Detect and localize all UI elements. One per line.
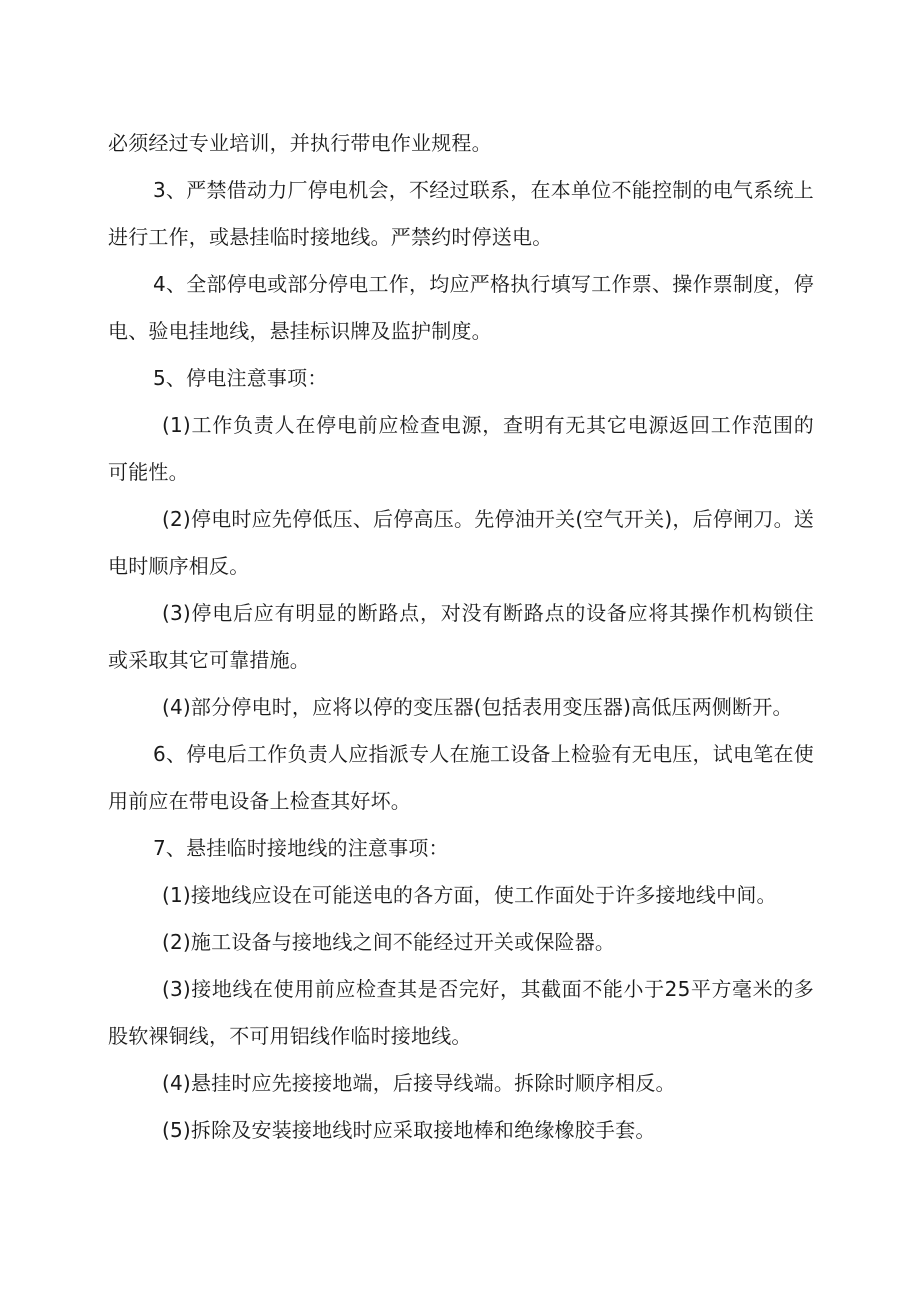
- paragraph-item-7-2: (2)施工设备与接地线之间不能经过开关或保险器。: [162, 930, 616, 954]
- paragraph-item-5-heading: 5、停电注意事项：: [153, 366, 328, 390]
- document-body: [108, 120, 814, 1154]
- paragraph-item-7-3: (3)接地线在使用前应检查其是否完好，其截面不能小于25平方毫米的多股软裸铜线，不可用铝线作临时接地线。: [108, 977, 814, 1048]
- paragraph-item-5-1: (1)工作负责人在停电前应检查电源，查明有无其它电源返回工作范围的可能性。: [108, 413, 814, 484]
- paragraph-item-6: 6、停电后工作负责人应指派专人在施工设备上检验有无电压，试电笔在使用前应在带电设备上检查其好坏。: [108, 742, 814, 813]
- paragraph-item-7-4: (4)悬挂时应先接接地端，后接导线端。拆除时顺序相反。: [162, 1071, 676, 1095]
- paragraph-item-7-5: (5)拆除及安装接地线时应采取接地棒和绝缘橡胶手套。: [162, 1118, 656, 1142]
- paragraph-item-4: 4、全部停电或部分停电工作，均应严格执行填写工作票、操作票制度，停电、验电挂地线，悬挂标识牌及监护制度。: [108, 272, 814, 343]
- paragraph-continuation: 必须经过专业培训，并执行带电作业规程。: [108, 131, 492, 155]
- paragraph-item-5-2: (2)停电时应先停低压、后停高压。先停油开关(空气开关)，后停闸刀。送电时顺序相反。: [108, 507, 814, 578]
- paragraph-item-5-3: (3)停电后应有明显的断路点，对没有断路点的设备应将其操作机构锁住或采取其它可靠措施。: [108, 601, 814, 672]
- paragraph-item-3: 3、严禁借动力厂停电机会，不经过联系，在本单位不能控制的电气系统上进行工作，或悬挂临时接地线。严禁约时停送电。: [108, 178, 814, 249]
- paragraph-item-7-1: (1)接地线应设在可能送电的各方面，使工作面处于许多接地线中间。: [162, 883, 777, 907]
- paragraph-item-5-4: (4)部分停电时，应将以停的变压器(包括表用变压器)高低压两侧断开。: [162, 695, 793, 719]
- paragraph-item-7-heading: 7、悬挂临时接地线的注意事项：: [153, 836, 449, 860]
